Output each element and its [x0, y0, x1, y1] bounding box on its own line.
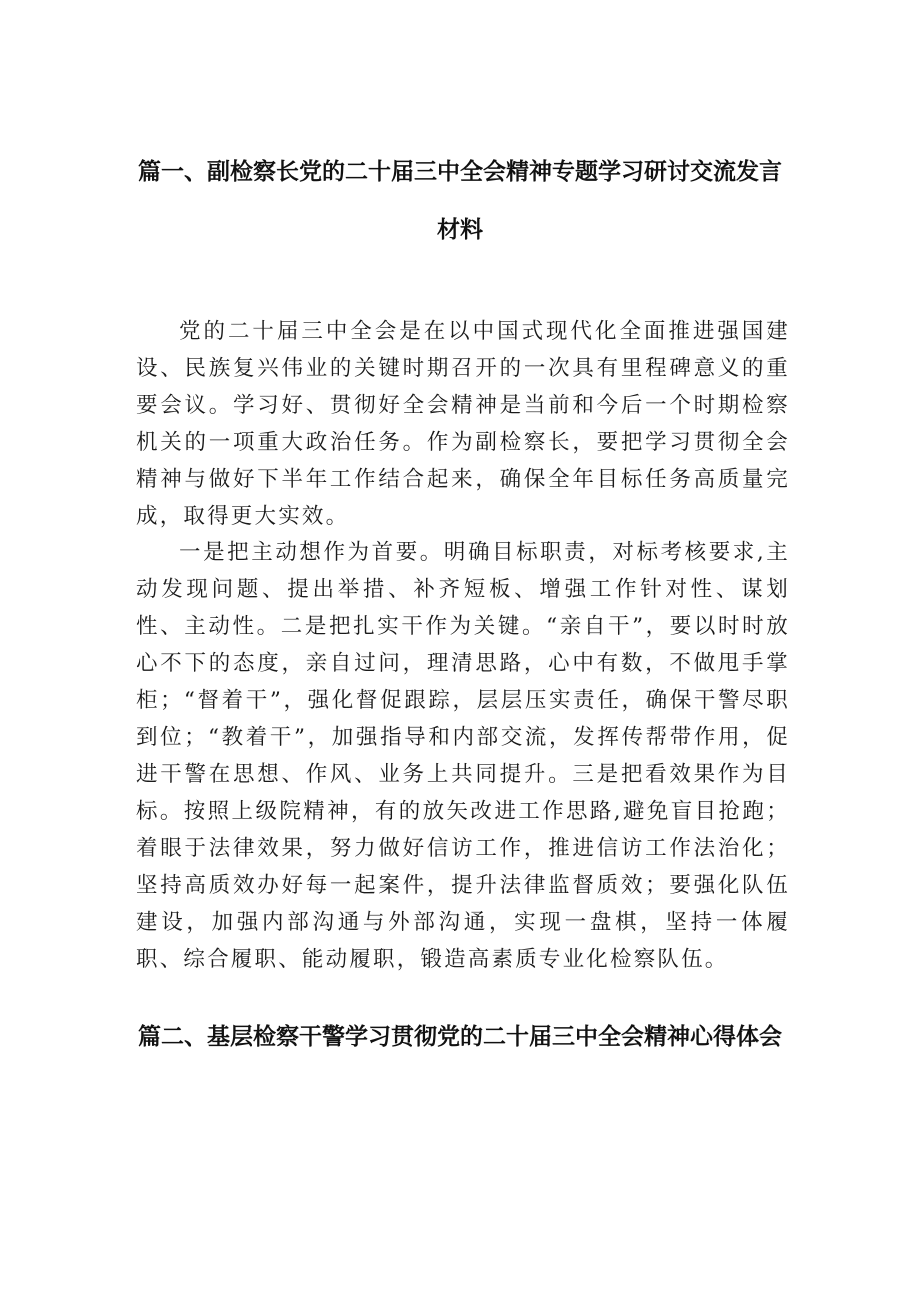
section-two-title: 篇二、基层检察干警学习贯彻党的二十届三中全会精神心得体会 — [138, 1024, 782, 1050]
section-one-paragraph-intro: 党的二十届三中全会是在以中国式现代化全面推进强国建设、民族复兴伟业的关键时期召开的一次具有里程碑意义的重要会议。学习好、贯彻好全会精神是当前和今后一个时期检察机关的一项重大政治任务。作为副检察长，要把学习贯彻全会精神与做好下半年工作结合起来，确保全年目标任务高质量完成，取得更大实效。 — [136, 319, 790, 529]
section-one-paragraph-measures: 一是把主动想作为首要。明确目标职责，对标考核要求,主动发现问题、提出举措、补齐短板、增强工作针对性、谋划性、主动性。二是把扎实干作为关键。“亲自干”，要以时时放心不下的态度，亲自过问，理清思路，心中有数，不做甩手掌柜；“督着干”，强化督促跟踪，层层压实责任，确保干警尽职到位；“教着干”，加强指导和内部交流，发挥传帮带作用，促进干警在思想、作风、业务上共同提升。三是把看效果作为目标。按照上级院精神，有的放矢改进工作思路,避免盲目抢跑；着眼于法律效果，努力做好信访工作，推进信访工作法治化；坚持高质效办好每一起案件，提升法律监督质效；要强化队伍建设，加强内部沟通与外部沟通，实现一盘棋，坚持一体履职、综合履职、能动履职，锻造高素质专业化检察队伍。 — [136, 540, 790, 972]
section-one-title: 篇一、副检察长党的二十届三中全会精神专题学习研讨交流发言材料 — [138, 159, 782, 243]
